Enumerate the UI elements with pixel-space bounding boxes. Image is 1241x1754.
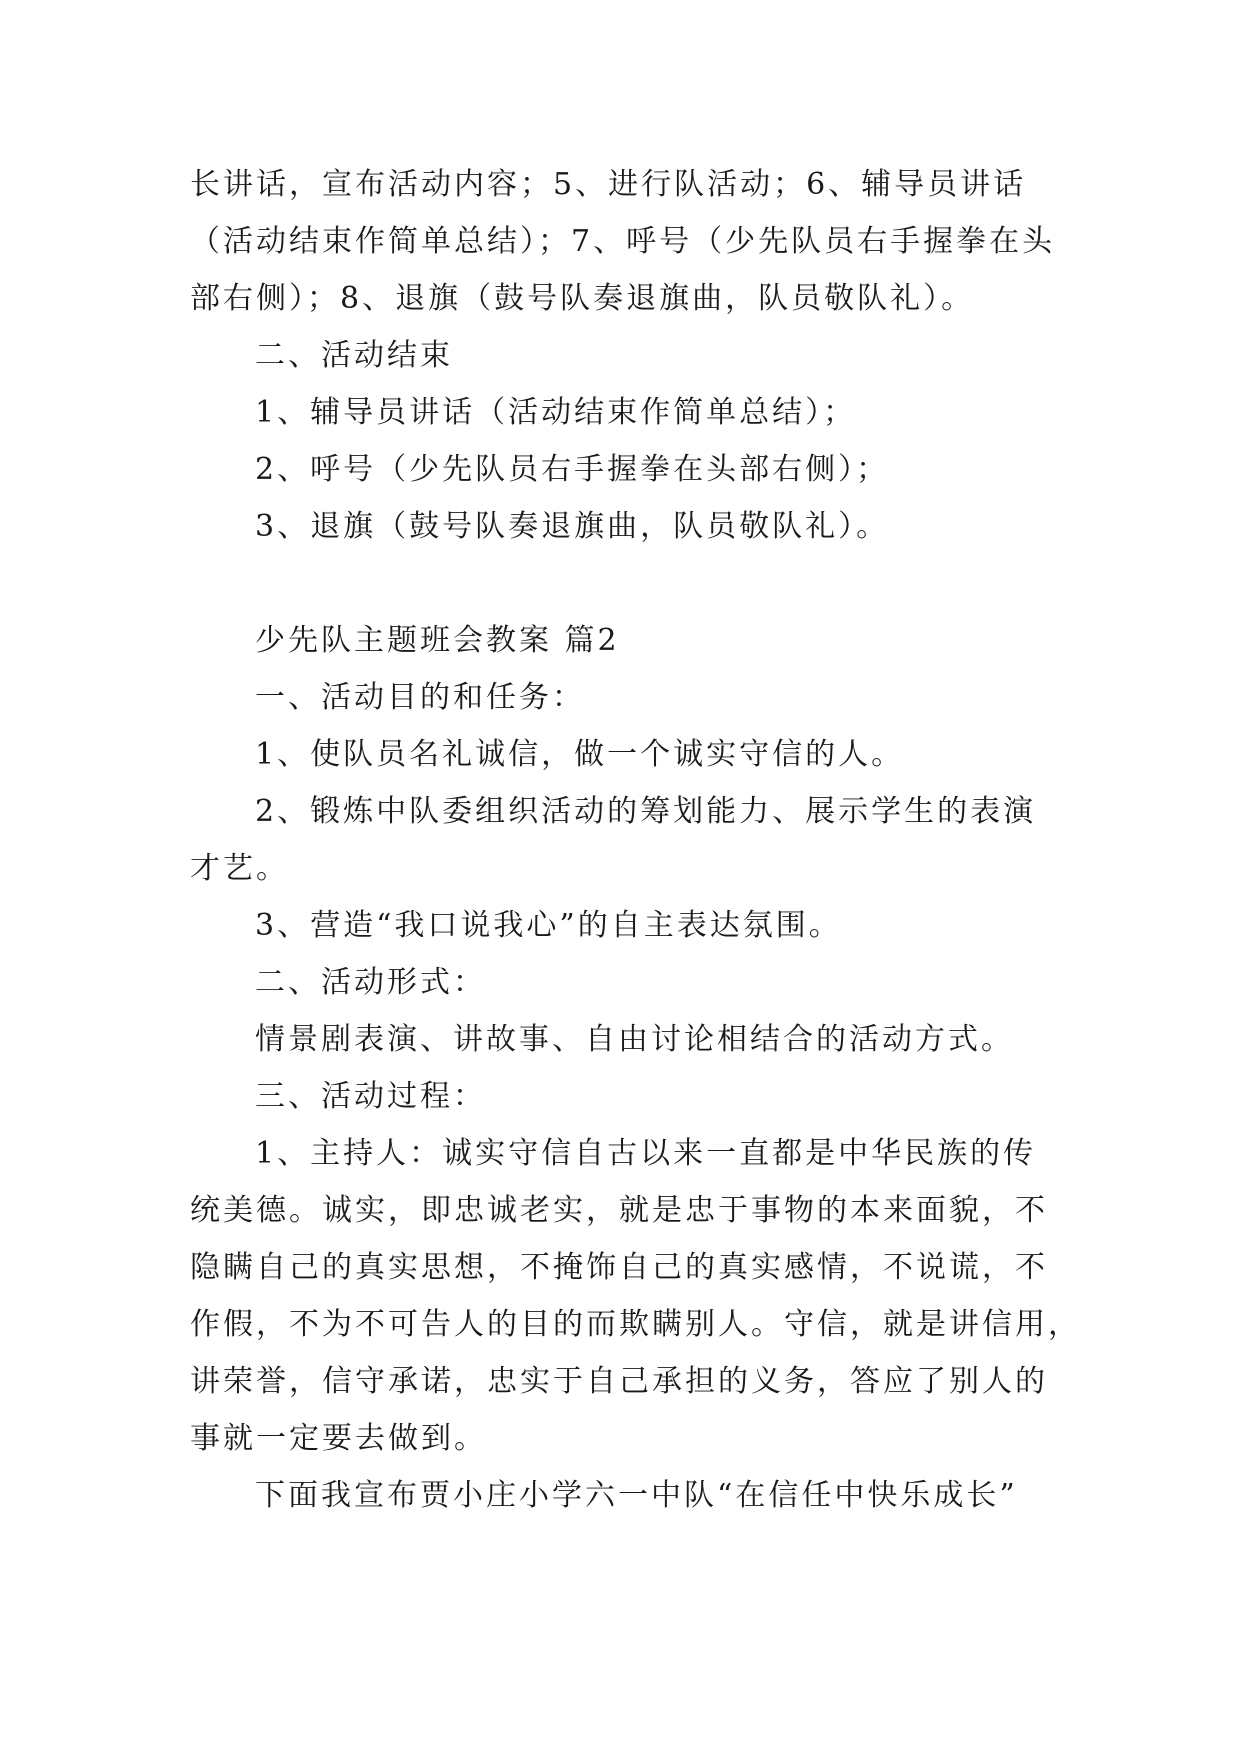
section-heading: 三、活动过程： bbox=[255, 1079, 486, 1114]
paragraph-line: 事就一定要去做到。 bbox=[190, 1421, 487, 1456]
paragraph-line: 1、主持人：诚实守信自古以来一直都是中华民族的传 bbox=[255, 1136, 1037, 1171]
list-item: 1、辅导员讲话（活动结束作简单总结）； bbox=[255, 395, 857, 430]
paragraph-line: 隐瞒自己的真实思想，不掩饰自己的真实感情，不说谎，不 bbox=[190, 1250, 1048, 1285]
list-item: 2、锻炼中队委组织活动的筹划能力、展示学生的表演 bbox=[255, 794, 1037, 829]
paragraph-line: 情景剧表演、讲故事、自由讨论相结合的活动方式。 bbox=[255, 1022, 1014, 1057]
paragraph-line: 部右侧）；8、退旗（鼓号队奏退旗曲，队员敬队礼）。 bbox=[190, 281, 975, 316]
list-item: 3、退旗（鼓号队奏退旗曲，队员敬队礼）。 bbox=[255, 509, 890, 544]
paragraph-line: 才艺。 bbox=[190, 851, 289, 886]
list-item: 1、使队员名礼诚信，做一个诚实守信的人。 bbox=[255, 737, 905, 772]
paragraph-line: （活动结束作简单总结）；7、呼号（少先队员右手握拳在头 bbox=[190, 224, 1056, 259]
article-title: 少先队主题班会教案 篇2 bbox=[255, 623, 620, 658]
list-item: 2、呼号（少先队员右手握拳在头部右侧）； bbox=[255, 452, 890, 487]
section-heading: 二、活动结束 bbox=[255, 338, 453, 373]
paragraph-line: 统美德。诚实，即忠诚老实，就是忠于事物的本来面貌，不 bbox=[190, 1193, 1048, 1228]
paragraph-line: 长讲话，宣布活动内容；5、进行队活动；6、辅导员讲话 bbox=[190, 167, 1027, 202]
section-heading: 一、活动目的和任务： bbox=[255, 680, 585, 715]
paragraph-line: 下面我宣布贾小庄小学六一中队“在信任中快乐成长” bbox=[255, 1478, 1018, 1513]
section-heading: 二、活动形式： bbox=[255, 965, 486, 1000]
list-item: 3、营造“我口说我心”的自主表达氛围。 bbox=[255, 908, 842, 943]
paragraph-line: 作假，不为不可告人的目的而欺瞒别人。守信，就是讲信用， bbox=[190, 1307, 1081, 1342]
paragraph-line: 讲荣誉，信守承诺，忠实于自己承担的义务，答应了别人的 bbox=[190, 1364, 1048, 1399]
